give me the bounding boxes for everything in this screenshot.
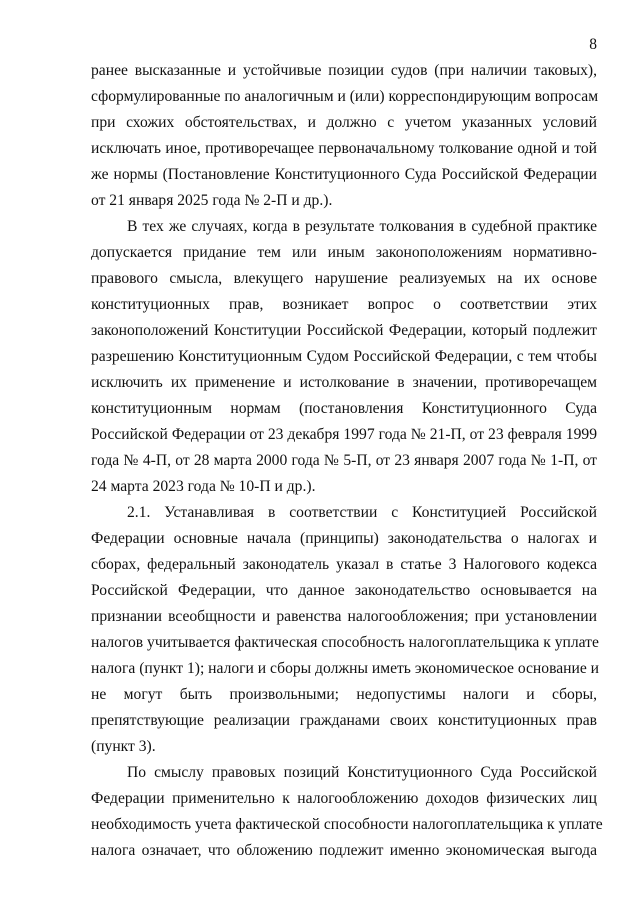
text-line: правового смысла, влекущего нарушение реализуемых на их основе	[91, 270, 597, 287]
text-line: Российской Федерации от 23 декабря 1997 года № 21-П, от 23 февраля 1999	[91, 426, 597, 443]
text-line: конституционным нормам (постановления Конституционного Суда	[91, 400, 597, 417]
paragraph-3	[91, 500, 597, 760]
text-line: же нормы (Постановление Конституционного Суда Российской Федерации	[91, 166, 597, 183]
text-line: исключать иное, противоречащее первоначальному толкование одной и той	[91, 140, 597, 157]
paragraph-4	[91, 760, 603, 864]
text-line: допускается придание тем или иным законоположениям нормативно-	[91, 244, 597, 261]
text-line: необходимость учета фактической способности налогоплательщика к уплате	[91, 816, 603, 833]
text-line: Федерации основные начала (принципы) законодательства о налогах и	[91, 530, 597, 547]
text-line: ранее высказанные и устойчивые позиции судов (при наличии таковых),	[91, 62, 597, 79]
paragraph-1	[91, 58, 597, 214]
text-line: признании всеобщности и равенства налогообложения; при установлении	[91, 608, 597, 625]
text-line: разрешению Конституционным Судом Российской Федерации, с тем чтобы	[91, 348, 597, 365]
text-line: конституционных прав, возникает вопрос о соответствии этих	[91, 296, 597, 313]
text-line: По смыслу правовых позиций Конституционного Суда Российской	[127, 764, 597, 781]
text-line: Российской Федерации, что данное законодательство основывается на	[91, 582, 597, 599]
text-line: В тех же случаях, когда в результате толкования в судебной практике	[127, 218, 597, 235]
text-line: Федерации применительно к налогообложению доходов физических лиц	[91, 790, 597, 807]
text-line: налога означает, что обложению подлежит именно экономическая выгода	[91, 842, 597, 859]
text-line: исключить их применение и истолкование в значении, противоречащем	[91, 374, 597, 391]
text-line: 24 марта 2023 года № 10-П и др.).	[91, 478, 316, 495]
page-number: 8	[589, 36, 597, 53]
text-line: препятствующие реализации гражданами своих конституционных прав	[91, 712, 597, 729]
text-line: от 21 января 2025 года № 2-П и др.).	[91, 192, 333, 209]
text-line: (пункт 3).	[91, 738, 156, 755]
document-body	[91, 58, 603, 864]
paragraph-2	[91, 214, 597, 500]
text-line: сформулированные по аналогичным и (или) корреспондирующим вопросам	[91, 88, 599, 105]
text-line: налога (пункт 1); налоги и сборы должны иметь экономическое основание и	[91, 660, 599, 677]
text-line: года № 4-П, от 28 марта 2000 года № 5-П, от 23 января 2007 года № 1-П, от	[91, 452, 597, 469]
text-line: 2.1. Устанавливая в соответствии с Конституцией Российской	[127, 504, 597, 521]
text-line: при схожих обстоятельствах, и должно с учетом указанных условий	[91, 114, 597, 131]
text-line: не могут быть произвольными; недопустимы налоги и сборы,	[91, 686, 597, 703]
text-line: налогов учитывается фактическая способность налогоплательщика к уплате	[91, 634, 599, 651]
text-line: законоположений Конституции Российской Федерации, который подлежит	[91, 322, 597, 339]
text-line: сборах, федеральный законодатель указал в статье 3 Налогового кодекса	[91, 556, 597, 573]
